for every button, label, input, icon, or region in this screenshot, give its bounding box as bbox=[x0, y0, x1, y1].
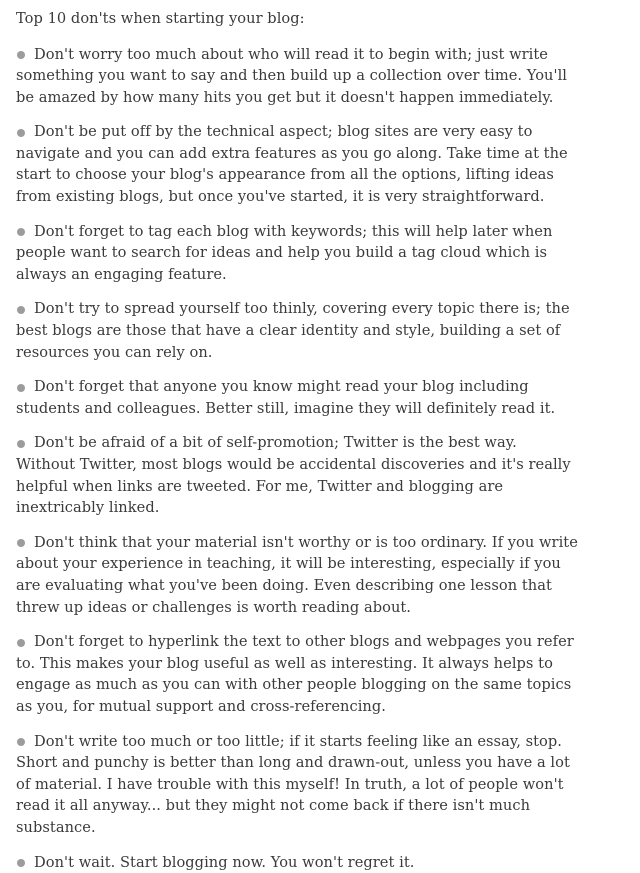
list-item-text: Don't be afraid of a bit of self-promotion; Twitter is the best way. Without Twitter, most blogs would be accidental discoveries and it's really helpful when links are tweeted. For me, Twitter and blogging are inextricably linked. bbox=[16, 434, 571, 516]
list-item-text: Don't be put off by the technical aspect; blog sites are very easy to navigate and you can add extra features as you go along. Take time at the start to choose your blog's appearance from all the options, lifting ideas from existing blogs, but once you've started, it is very straightforward. bbox=[16, 123, 568, 205]
bullet-icon bbox=[17, 859, 25, 867]
list-item-text: Don't try to spread yourself too thinly, covering every topic there is; the best blogs are those that have a clear identity and style, building a set of resources you can rely on. bbox=[16, 300, 570, 360]
bullet-icon bbox=[17, 539, 25, 547]
bullet-icon bbox=[17, 639, 25, 647]
list-item-text: Don't forget that anyone you know might read your blog including students and colleagues. Better still, imagine they will definitely read it. bbox=[16, 378, 555, 417]
bullet-icon bbox=[17, 384, 25, 392]
list-item-text: Don't think that your material isn't worthy or is too ordinary. If you write about your experience in teaching, it will be interesting, especially if you are evaluating what you've been doing. Even describing one lesson that threw up ideas or challenges is worth reading about. bbox=[16, 534, 578, 616]
list-item bbox=[16, 221, 578, 286]
list-item bbox=[16, 298, 578, 363]
bullet-icon bbox=[17, 129, 25, 137]
list-item-text: Don't forget to hyperlink the text to other blogs and webpages you refer to. This makes your blog useful as well as interesting. It always helps to engage as much as you can with other people blogging on the same topics as you, for mutual support and cross-referencing. bbox=[16, 633, 574, 715]
list-item bbox=[16, 852, 578, 873]
list-item bbox=[16, 376, 578, 419]
list-item-text: Don't forget to tag each blog with keywords; this will help later when people want to search for ideas and help you build a tag cloud which is always an engaging feature. bbox=[16, 223, 552, 283]
list-item bbox=[16, 44, 578, 109]
list-item bbox=[16, 731, 578, 839]
list-item-text: Don't worry too much about who will read it to begin with; just write something you want to say and then build up a collection over time. You'll be amazed by how many hits you get but it doesn't happen immediately. bbox=[16, 46, 567, 106]
bullet-icon bbox=[17, 306, 25, 314]
list-item bbox=[16, 631, 578, 717]
list-item-text: Don't wait. Start blogging now. You won't regret it. bbox=[34, 854, 414, 871]
list-item bbox=[16, 432, 578, 518]
bullet-icon bbox=[17, 738, 25, 746]
list-item-text: Don't write too much or too little; if it starts feeling like an essay, stop. Short and punchy is better than long and drawn-out, unless you have a lot of material. I have trouble with this myself! In truth, a lot of people won't read it all anyway... but they might not come back if there isn't much substance. bbox=[16, 733, 570, 836]
intro-heading: Top 10 don'ts when starting your blog: bbox=[16, 8, 578, 30]
bullet-icon bbox=[17, 51, 25, 59]
list-item bbox=[16, 532, 578, 618]
tips-list bbox=[16, 44, 578, 873]
bullet-icon bbox=[17, 228, 25, 236]
list-item bbox=[16, 121, 578, 207]
bullet-icon bbox=[17, 440, 25, 448]
